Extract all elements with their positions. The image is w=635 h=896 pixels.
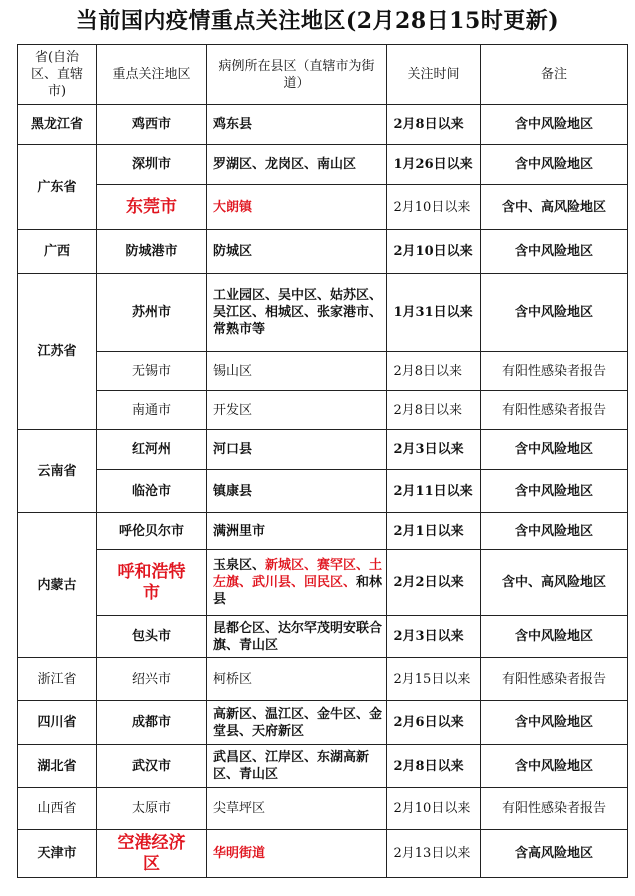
time-cell: 2月8日以来 xyxy=(387,105,481,145)
city-cell: 太原市 xyxy=(97,788,207,830)
time-cell: 1月31日以来 xyxy=(387,274,481,352)
table-row xyxy=(18,701,628,745)
city-cell: 绍兴市 xyxy=(97,658,207,701)
time-cell: 2月10日以来 xyxy=(387,230,481,274)
province-cell: 江苏省 xyxy=(18,274,97,430)
table-row xyxy=(18,616,628,658)
table-row xyxy=(18,185,628,230)
city-cell: 东莞市 xyxy=(97,185,207,230)
province-cell: 云南省 xyxy=(18,430,97,513)
time-cell: 2月1日以来 xyxy=(387,513,481,550)
province-cell: 广东省 xyxy=(18,145,97,230)
table-row xyxy=(18,430,628,470)
city-cell: 临沧市 xyxy=(97,470,207,513)
note-cell: 含中风险地区 xyxy=(481,470,628,513)
note-cell: 含中风险地区 xyxy=(481,274,628,352)
header-city: 重点关注地区 xyxy=(97,45,207,105)
county-cell: 河口县 xyxy=(207,430,387,470)
city-cell: 鸡西市 xyxy=(97,105,207,145)
city-cell: 呼伦贝尔市 xyxy=(97,513,207,550)
province-cell: 四川省 xyxy=(18,701,97,745)
time-cell: 2月2日以来 xyxy=(387,550,481,616)
time-cell: 2月6日以来 xyxy=(387,701,481,745)
note-cell: 含中风险地区 xyxy=(481,701,628,745)
time-cell: 2月13日以来 xyxy=(387,830,481,878)
county-cell: 柯桥区 xyxy=(207,658,387,701)
county-cell: 满洲里市 xyxy=(207,513,387,550)
county-cell: 华明街道 xyxy=(207,830,387,878)
county-cell: 防城区 xyxy=(207,230,387,274)
header-province: 省(自治区、直辖市) xyxy=(18,45,97,105)
table-row xyxy=(18,274,628,352)
header-note: 备注 xyxy=(481,45,628,105)
table-row xyxy=(18,391,628,430)
table-row xyxy=(18,145,628,185)
note-cell: 有阳性感染者报告 xyxy=(481,352,628,391)
time-cell: 2月8日以来 xyxy=(387,352,481,391)
time-cell: 2月15日以来 xyxy=(387,658,481,701)
time-cell: 2月3日以来 xyxy=(387,616,481,658)
table-row xyxy=(18,550,628,616)
province-cell: 内蒙古 xyxy=(18,513,97,658)
table-row xyxy=(18,830,628,878)
city-cell: 包头市 xyxy=(97,616,207,658)
county-cell: 开发区 xyxy=(207,391,387,430)
note-cell: 含中风险地区 xyxy=(481,230,628,274)
province-cell: 黑龙江省 xyxy=(18,105,97,145)
city-cell: 无锡市 xyxy=(97,352,207,391)
note-cell: 含中风险地区 xyxy=(481,616,628,658)
table-header-row xyxy=(18,45,628,105)
note-cell: 有阳性感染者报告 xyxy=(481,391,628,430)
header-time: 关注时间 xyxy=(387,45,481,105)
county-cell: 尖草坪区 xyxy=(207,788,387,830)
province-cell: 浙江省 xyxy=(18,658,97,701)
time-cell: 2月3日以来 xyxy=(387,430,481,470)
province-cell: 山西省 xyxy=(18,788,97,830)
city-cell: 南通市 xyxy=(97,391,207,430)
province-cell: 湖北省 xyxy=(18,745,97,788)
county-cell: 锡山区 xyxy=(207,352,387,391)
table-row xyxy=(18,513,628,550)
note-cell: 含中风险地区 xyxy=(481,513,628,550)
table-row xyxy=(18,105,628,145)
table-row xyxy=(18,745,628,788)
table-row xyxy=(18,788,628,830)
city-cell: 空港经济区 xyxy=(97,830,207,878)
city-cell: 深圳市 xyxy=(97,145,207,185)
note-cell: 含中风险地区 xyxy=(481,430,628,470)
city-cell: 苏州市 xyxy=(97,274,207,352)
city-cell: 红河州 xyxy=(97,430,207,470)
note-cell: 含中风险地区 xyxy=(481,105,628,145)
county-cell: 大朗镇 xyxy=(207,185,387,230)
county-cell: 高新区、温江区、金牛区、金堂县、天府新区 xyxy=(207,701,387,745)
focus-areas-table xyxy=(17,44,628,878)
city-cell: 成都市 xyxy=(97,701,207,745)
time-cell: 2月10日以来 xyxy=(387,788,481,830)
table-row xyxy=(18,352,628,391)
table-row xyxy=(18,230,628,274)
header-county: 病例所在县区（直辖市为街道） xyxy=(207,45,387,105)
county-cell: 玉泉区、新城区、赛罕区、土左旗、武川县、回民区、和林县 xyxy=(207,550,387,616)
note-cell: 含中风险地区 xyxy=(481,145,628,185)
time-cell: 2月8日以来 xyxy=(387,745,481,788)
table-row xyxy=(18,470,628,513)
note-cell: 含高风险地区 xyxy=(481,830,628,878)
county-cell: 武昌区、江岸区、东湖高新区、青山区 xyxy=(207,745,387,788)
county-cell: 工业园区、吴中区、姑苏区、吴江区、相城区、张家港市、常熟市等 xyxy=(207,274,387,352)
note-cell: 含中风险地区 xyxy=(481,745,628,788)
county-cell: 镇康县 xyxy=(207,470,387,513)
time-cell: 2月11日以来 xyxy=(387,470,481,513)
page-title: 当前国内疫情重点关注地区(2月28日15时更新) xyxy=(75,8,560,34)
county-cell: 鸡东县 xyxy=(207,105,387,145)
city-cell: 防城港市 xyxy=(97,230,207,274)
table-row xyxy=(18,658,628,701)
note-cell: 有阳性感染者报告 xyxy=(481,658,628,701)
city-cell: 呼和浩特市 xyxy=(97,550,207,616)
city-cell: 武汉市 xyxy=(97,745,207,788)
county-cell: 罗湖区、龙岗区、南山区 xyxy=(207,145,387,185)
province-cell: 广西 xyxy=(18,230,97,274)
time-cell: 2月10日以来 xyxy=(387,185,481,230)
time-cell: 1月26日以来 xyxy=(387,145,481,185)
note-cell: 有阳性感染者报告 xyxy=(481,788,628,830)
note-cell: 含中、高风险地区 xyxy=(481,550,628,616)
time-cell: 2月8日以来 xyxy=(387,391,481,430)
province-cell: 天津市 xyxy=(18,830,97,878)
county-cell: 昆都仑区、达尔罕茂明安联合旗、青山区 xyxy=(207,616,387,658)
note-cell: 含中、高风险地区 xyxy=(481,185,628,230)
